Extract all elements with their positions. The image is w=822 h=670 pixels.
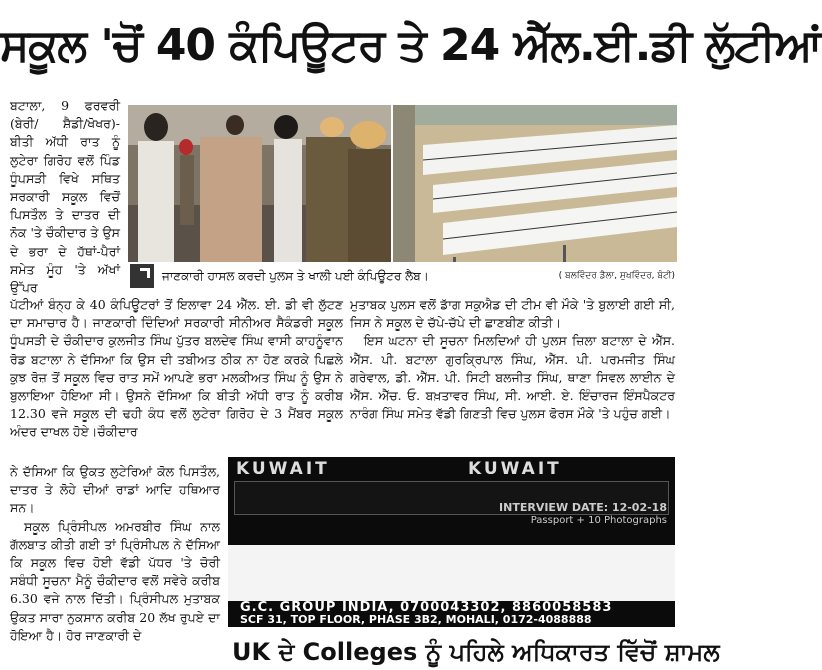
photo-caption	[130, 262, 675, 290]
body-paragraph-officials: ਇਸ ਘਟਨਾ ਦੀ ਸੂਚਨਾ ਮਿਲਦਿਆਂ ਹੀ ਪੁਲਸ ਜ਼ਿਲਾ ਬਟਾਲਾ ਦੇ ਐੱਸ. ਐੱਸ. ਪੀ. ਬਟਾਲਾ ਗੁਰਕ੍ਰਿਪਾਲ ਸਿੰਘ, ਐੱਸ. ਪੀ. ਪਰਮਜੀਤ ਸਿੰਘ ਗਰੇਵਾਲ, ਡੀ. ਐੱਸ. ਪੀ. ਸਿਟੀ ਬਲਜੀਤ ਸਿੰਘ, ਥਾਣਾ ਸਿਵਲ ਲਾਈਨ ਦੇ ਐੱਸ. ਐੱਚ. ਓ. ਬਖ਼ਤਾਵਰ ਸਿੰਘ, ਸੀ. ਆਈ. ਏ. ਇੰਚਾਰਜ ਇੰਸਪੈਕਟਰ ਨਾਰੰਗ ਸਿੰਘ ਸਮੇਤ ਵੱਡੀ ਗਿਣਤੀ ਵਿਚ ਪੁਲਸ ਫੋਰਸ ਮੌਕੇ 'ਤੇ ਪਹੁੰਚ ਗਈ।	[350, 333, 675, 422]
police-photo	[128, 105, 391, 262]
lead-paragraph: ਬਟਾਲਾ, 9 ਫਰਵਰੀ (ਬੇਰੀ/ ਸ਼ੈਡੀ/ਖੋਖਰ)- ਬੀਤੀ ਅੱਧੀ ਰਾਤ ਨੂੰ ਲੁਟੇਰਾ ਗਿਰੋਹ ਵਲੋਂ ਪਿੰਡ ਧੂੰਪਸੜੀ ਵਿਖੇ ਸਥਿਤ ਸਰਕਾਰੀ ਸਕੂਲ ਵਿਚੋਂ ਪਿਸਤੌਲ ਤੇ ਦਾਤਰ ਦੀ ਨੋਕ 'ਤੇ ਚੌਕੀਦਾਰ ਤੇ ਉਸ ਦੇ ਭਰਾ ਦੇ ਹੱਥਾਂ-ਪੈਰਾਂ ਸਮੇਤ ਮੂੰਹ 'ਤੇ ਅੱਖਾਂ ਉੱਪਰ	[10, 98, 120, 296]
ad-interview-date: INTERVIEW DATE: 12-02-18	[499, 501, 667, 514]
article-body-wide	[10, 296, 343, 442]
body-paragraph-weapons: ਨੇ ਦੱਸਿਆ ਕਿ ਉਕਤ ਲੁਟੇਰਿਆਂ ਕੋਲ ਪਿਸਤੌਲ, ਦਾਤਰ ਤੇ ਲੋਹੇ ਦੀਆਂ ਰਾਡਾਂ ਆਦਿ ਹਥਿਆਰ ਸਨ।	[10, 464, 220, 516]
ad-brand-left: KUWAIT	[236, 459, 330, 479]
headline: ਸਕੂਲ 'ਚੋਂ 40 ਕੰਪਿਊਟਰ ਤੇ 24 ਐੱਲ.ਈ.ਡੀ ਲੁੱਟੀਆਂ	[0, 20, 822, 71]
ad-address: SCF 31, TOP FLOOR, PHASE 3B2, MOHALI, 0172-4088888	[240, 613, 592, 626]
article-right-column	[350, 296, 675, 423]
article-lower-column	[10, 463, 220, 645]
body-paragraph-dog-squad: ਮੁਤਾਬਕ ਪੁਲਸ ਵਲੋਂ ਡਾੱਗ ਸਕੁਐਡ ਦੀ ਟੀਮ ਵੀ ਮੌਕੇ 'ਤੇ ਬੁਲਾਈ ਗਈ ਸੀ, ਜਿਸ ਨੇ ਸਕੂਲ ਦੇ ਚੱਪੇ-ਚੱਪੇ ਦੀ ਛਾਣਬੀਣ ਕੀਤੀ।	[350, 297, 675, 331]
photo-credit: ( ਬਲਵਿੰਦਰ ਡੈਲਾ, ਸੁਖਵਿੰਦਰ, ਬੰਟੀ)	[558, 271, 675, 281]
computer-lab-photo	[393, 105, 677, 262]
ad-photos-note: Passport + 10 Photographs	[530, 515, 667, 526]
ad-brand-right: KUWAIT	[468, 459, 562, 479]
caption-text: ਜਾਣਕਾਰੀ ਹਾਸਲ ਕਰਦੀ ਪੁਲਸ ਤੇ ਖਾਲੀ ਪਈ ਕੰਪਿਊਟਰ ਲੈਬ।	[162, 269, 429, 283]
ad-details-strip	[228, 545, 675, 601]
body-paragraph-principal: ਸਕੂਲ ਪ੍ਰਿੰਸੀਪਲ ਅਮਰਬੀਰ ਸਿੰਘ ਨਾਲ ਗੱਲਬਾਤ ਕੀਤੀ ਗਈ ਤਾਂ ਪ੍ਰਿੰਸੀਪਲ ਨੇ ਦੱਸਿਆ ਕਿ ਸਕੂਲ ਵਿਚ ਹੋਈ ਵੱਡੀ ਪੱਧਰ 'ਤੇ ਚੋਰੀ ਸਬੰਧੀ ਸੂਚਨਾ ਮੈਨੂੰ ਚੌਕੀਦਾਰ ਵਲੋਂ ਸਵੇਰੇ ਕਰੀਬ 6.30 ਵਜੇ ਨਾਲ ਦਿੱਤੀ। ਪ੍ਰਿੰਸੀਪਲ ਮੁਤਾਬਕ ਉਕਤ ਸਾਰਾ ਨੁਕਸਾਨ ਕਰੀਬ 20 ਲੱਖ ਰੁਪਏ ਦਾ ਹੋਇਆ ਹੈ। ਹੋਰ ਜਾਣਕਾਰੀ ਦੇ	[10, 518, 220, 643]
body-paragraph: ਪੱਟੀਆਂ ਬੰਨ੍ਹ ਕੇ 40 ਕੰਪਿਊਟਰਾਂ ਤੋਂ ਇਲਾਵਾ 24 ਐੱਲ. ਈ. ਡੀ ਵੀ ਲੁੱਟਣ ਦਾ ਸਮਾਚਾਰ ਹੈ। ਜਾਣਕਾਰੀ ਦਿੰਦਿਆਂ ਸਰਕਾਰੀ ਸੀਨੀਅਰ ਸੈਕੰਡਰੀ ਸਕੂਲ ਧੂੰਪਸੜੀ ਦੇ ਚੌਕੀਦਾਰ ਕੁਲਜੀਤ ਸਿੰਘ ਪੁੱਤਰ ਬਲਦੇਵ ਸਿੰਘ ਵਾਸੀ ਕਾਹਨੂੰਵਾਨ ਰੋਡ ਬਟਾਲਾ ਨੇ ਦੱਸਿਆ ਕਿ ਉਸ ਦੀ ਤਬੀਅਤ ਠੀਕ ਨਾ ਹੋਣ ਕਰਕੇ ਪਿਛਲੇ ਕੁਝ ਰੋਜ਼ ਤੋਂ ਸਕੂਲ ਵਿਚ ਰਾਤ ਸਮੇਂ ਆਪਣੇ ਭਰਾ ਮਲਕੀਅਤ ਸਿੰਘ ਨੂੰ ਉਸ ਨੇ ਬੁਲਾਇਆ ਹੋਇਆ ਸੀ। ਉਸਨੇ ਦੱਸਿਆ ਕਿ ਬੀਤੀ ਅੱਧੀ ਰਾਤ ਨੂੰ ਕਰੀਬ 12.30 ਵਜੇ ਸਕੂਲ ਦੀ ਢਹੀ ਕੰਧ ਵਲੋਂ ਲੁਟੇਰਾ ਗਿਰੋਹ ਦੇ 3 ਮੈਂਬਰ ਸਕੂਲ ਅੰਦਰ ਦਾਖਲ ਹੋਏ।ਚੌਕੀਦਾਰ	[10, 297, 343, 440]
bottom-advertisement: UK ਦੇ Colleges ਨੂੰ ਪਹਿਲੇ ਅਧਿਕਾਰਤ ਵਿੱਚੋਂ ਸ਼ਾਮਲ	[232, 634, 677, 660]
job-advertisement	[228, 457, 675, 627]
article-lead-column	[10, 97, 120, 297]
arrow-icon	[130, 264, 154, 288]
ad-company: G.C. GROUP INDIA, 0700043302, 8860058583	[240, 600, 613, 615]
